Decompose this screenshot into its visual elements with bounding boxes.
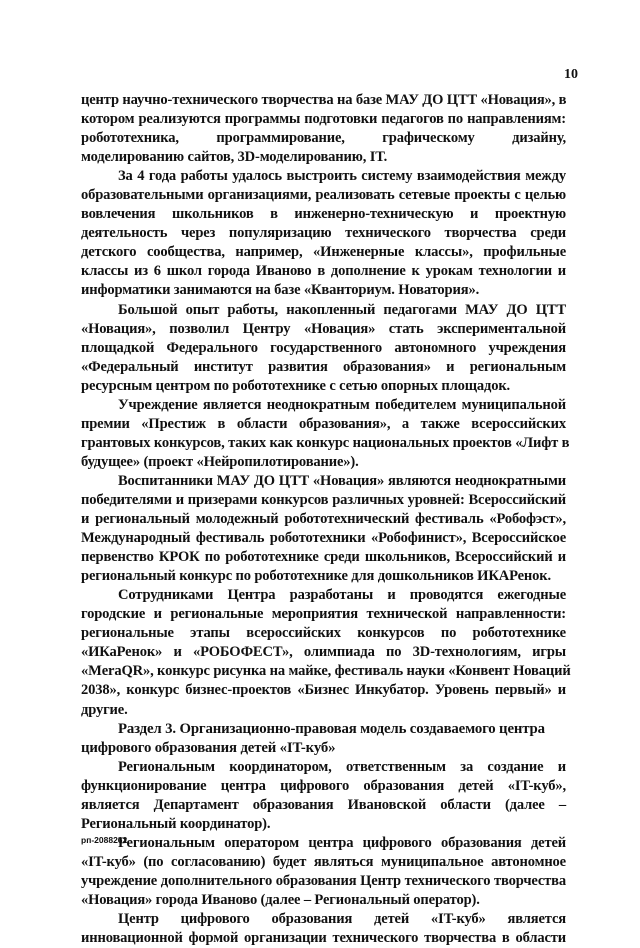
text-line: классы из 6 школ города Иваново в дополнение к урокам технологии и (81, 263, 566, 280)
paragraph (81, 396, 570, 472)
text-line: региональные этапы всероссийских конкурсов по робототехнике (81, 625, 566, 642)
paragraph (81, 758, 566, 834)
text-line: региональный конкурс по робототехнике для дошкольников ИКАРенок. (81, 568, 552, 585)
paragraph (81, 586, 571, 719)
text-line: является Департамент образования Ивановской области (далее – (81, 796, 566, 813)
text-line: За 4 года работы удалось выстроить систему взаимодействия между (118, 168, 566, 185)
text-line: инновационной формой организации технического творчества в области (81, 930, 566, 947)
heading-line: цифрового образования детей «IT-куб» (81, 739, 336, 756)
text-line: премии «Престиж в области образования», а также всероссийских (81, 415, 566, 432)
paragraph (81, 472, 566, 586)
text-line: Сотрудниками Центра разработаны и проводятся ежегодные (118, 587, 566, 604)
text-line: Центр цифрового образования детей «IT-куб» является (118, 911, 566, 928)
text-line: «IT-куб» (по согласованию) будет являться муниципальное автономное (81, 853, 566, 870)
text-line: информатики занимаются на базе «Кванториум. Новатория». (81, 282, 480, 299)
text-line: робототехника, программирование, графическому дизайну, (81, 130, 566, 147)
text-line: «MeraQR», конкурс рисунка на майке, фестиваль науки «Конвент Новаций (81, 663, 571, 680)
text-line: детского сообщества, например, «Инженерные классы», профильные (81, 244, 566, 261)
text-line: победителями и призерами конкурсов различных уровней: Всероссийский (81, 491, 566, 508)
text-line: другие. (81, 701, 128, 718)
text-line: учреждение дополнительного образования Центр технического творчества (81, 872, 566, 889)
text-line: Региональный координатор). (81, 815, 271, 832)
text-line: Большой опыт работы, накопленный педагогами МАУ ДО ЦТТ (118, 301, 566, 318)
text-line: «Новация» города Иваново (далее – Региональный оператор). (81, 891, 480, 908)
text-line: «Федеральный институт развития образования» и региональным (81, 358, 566, 375)
text-line: «Новация», позволил Центру «Новация» стать экспериментальной (81, 320, 566, 337)
text-line: грантовых конкурсов, таких как конкурс национальных проектов «Лифт в (81, 434, 570, 451)
paragraph (81, 834, 566, 910)
text-line: Региональным оператором центра цифрового образования детей (118, 834, 566, 851)
text-line: Международный фестиваль робототехники «Робофинист», Всероссийское (81, 530, 566, 547)
text-line: центр научно-технического творчества на базе МАУ ДО ЦТТ «Новация», в (81, 92, 567, 108)
page-number: 10 (564, 67, 578, 82)
text-line: 2038», конкурс бизнес-проектов «Бизнес Инкубатор. Уровень первый» и (81, 682, 566, 699)
paragraph (81, 910, 566, 948)
text-line: Учреждение является неоднократным победителем муниципальной (118, 396, 566, 413)
paragraph (81, 167, 566, 300)
text-line: и региональный молодежный робототехнический фестиваль «Робофэст», (81, 511, 566, 528)
paragraph (81, 91, 566, 167)
text-line: «ИКаРенок» и «РОБОФЕСТ», олимпиада по 3D-технологиям, игры (81, 644, 566, 661)
text-line: первенство КРОК по робототехнике среди школьников, Всероссийский и (81, 549, 566, 566)
text-line: функционирование центра цифрового образования детей «IT-куб», (81, 777, 566, 794)
section-heading (81, 720, 566, 758)
text-line: площадкой Федерального государственного автономного учреждения (81, 339, 566, 356)
text-line: ресурсным центром по робототехнике с сетью опорных площадок. (81, 377, 511, 394)
text-line: Региональным координатором, ответственным за создание и (118, 758, 566, 775)
text-line: вовлечения школьников в инженерно-техническую и проектную (81, 206, 566, 223)
document-code: рп-2088262 (81, 835, 128, 845)
document-body (81, 91, 571, 948)
text-line: Воспитанники МАУ ДО ЦТТ «Новация» являются неоднократными (118, 472, 566, 489)
text-line: моделированию сайтов, 3D-моделированию, IT. (81, 149, 388, 166)
text-line: котором реализуются программы подготовки педагогов по направлениям: (81, 111, 566, 128)
text-line: городские и региональные мероприятия технической направленности: (81, 606, 566, 623)
text-line: образовательными организациями, реализовать сетевые проекты с целью (81, 187, 566, 204)
heading-line: Раздел 3. Организационно-правовая модель создаваемого центра (118, 720, 545, 737)
paragraph (81, 301, 566, 396)
text-line: деятельность через популяризацию технического творчества среди (81, 225, 566, 242)
text-line: будущее» (проект «Нейропилотирование»). (81, 453, 359, 470)
